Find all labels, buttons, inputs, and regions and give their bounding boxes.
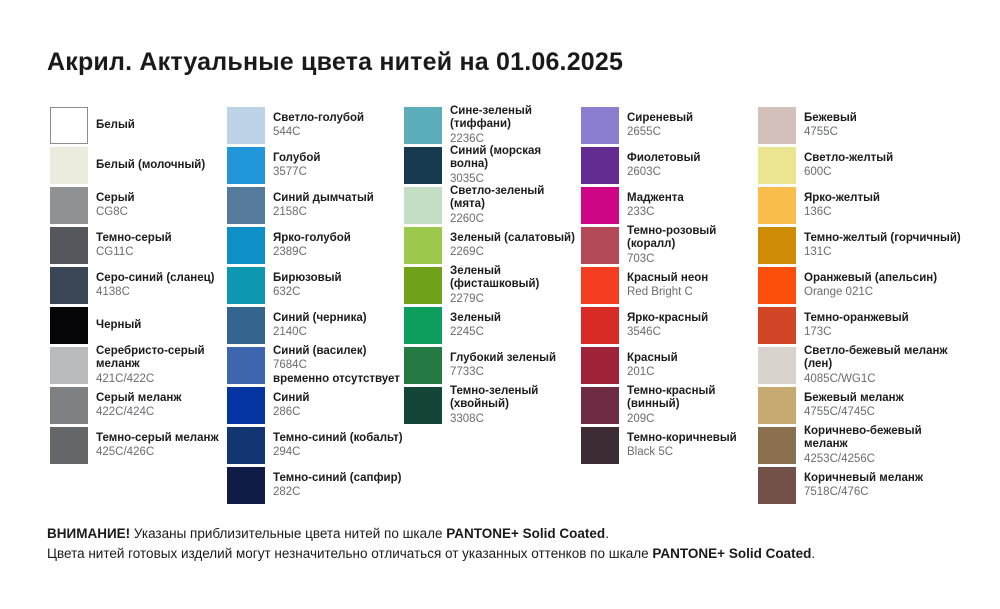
pantone-code: 703C <box>627 252 655 265</box>
color-name: Сине-зеленый (тиффани) <box>450 105 532 131</box>
color-swatch <box>581 427 619 464</box>
pantone-code: 422C/424C <box>96 406 155 418</box>
pantone-code: 2389C <box>273 246 307 258</box>
color-label <box>450 107 581 144</box>
color-row <box>50 107 227 144</box>
pantone-code: 286C <box>273 406 301 418</box>
color-row <box>404 387 581 424</box>
color-name: Голубой <box>273 151 321 164</box>
color-name: Красный <box>627 351 678 364</box>
color-label <box>273 227 351 264</box>
color-label <box>273 267 342 304</box>
color-swatch <box>404 107 442 144</box>
pantone-code: Black 5C <box>627 446 674 458</box>
color-name: Белый <box>96 118 135 131</box>
color-row <box>758 307 968 344</box>
color-row <box>227 107 404 144</box>
color-swatch <box>50 267 88 304</box>
color-swatch <box>758 427 796 464</box>
color-name: Маджента <box>627 191 684 204</box>
color-row <box>227 387 404 424</box>
color-name: Коричневый меланж <box>804 471 924 484</box>
color-label <box>273 107 364 144</box>
pantone-code: CG11C <box>96 246 134 258</box>
color-swatch <box>50 147 88 184</box>
pantone-code: 2236C <box>450 132 484 145</box>
pantone-code: 2655C <box>627 126 661 138</box>
color-swatch <box>50 307 88 344</box>
pantone-code: 2603C <box>627 166 661 178</box>
color-swatch <box>227 427 265 464</box>
color-column-3 <box>404 107 581 507</box>
color-label <box>627 427 737 464</box>
color-label <box>450 387 581 424</box>
color-label <box>96 187 135 224</box>
footer-line-1-text: Указаны приблизительные цвета нитей по шкале <box>130 526 447 541</box>
color-row <box>581 147 758 184</box>
pantone-code: 7684C <box>273 358 307 371</box>
color-name: Ярко-желтый <box>804 191 880 204</box>
color-label <box>627 347 678 384</box>
color-label <box>804 307 909 344</box>
color-label <box>627 267 708 304</box>
color-name: Зеленый (фисташковый) <box>450 265 540 291</box>
color-name: Красный неон <box>627 271 709 284</box>
color-swatch <box>50 387 88 424</box>
color-label <box>273 387 309 424</box>
pantone-code: 2245C <box>450 326 484 338</box>
color-name: Темно-оранжевый <box>804 311 909 324</box>
color-row <box>758 227 968 264</box>
color-swatch <box>758 387 796 424</box>
color-row <box>758 107 968 144</box>
color-row <box>404 107 581 144</box>
color-name: Зеленый (салатовый) <box>450 231 575 244</box>
color-name: Зеленый <box>450 311 501 324</box>
color-swatch <box>227 467 265 504</box>
footer-line-2 <box>47 544 815 564</box>
color-row <box>581 427 758 464</box>
color-row <box>404 267 581 304</box>
color-name: Темно-желтый (горчичный) <box>804 231 961 244</box>
color-row <box>404 227 581 264</box>
color-label <box>627 387 758 424</box>
color-label <box>804 427 968 464</box>
color-swatch <box>50 347 88 384</box>
color-name: Сиреневый <box>627 111 694 124</box>
color-grid <box>50 107 968 507</box>
color-swatch <box>227 347 265 384</box>
color-label <box>804 347 968 384</box>
color-row <box>758 147 968 184</box>
color-name: Светло-желтый <box>804 151 894 164</box>
pantone-code: 425C/426C <box>96 446 155 458</box>
color-row <box>404 187 581 224</box>
color-name: Темно-розовый (коралл) <box>627 225 717 251</box>
color-row <box>227 344 404 386</box>
pantone-code: 3546C <box>627 326 661 338</box>
footer-line-1-period: . <box>605 526 609 541</box>
color-row <box>50 427 227 464</box>
pantone-code: 131C <box>804 246 832 258</box>
pantone-code: 7733C <box>450 366 484 378</box>
color-swatch <box>227 107 265 144</box>
color-name: Коричнево-бежевый меланж <box>804 425 922 451</box>
color-row <box>758 347 968 384</box>
footer-note <box>47 524 815 565</box>
color-swatch <box>581 187 619 224</box>
color-swatch <box>404 227 442 264</box>
color-swatch <box>227 387 265 424</box>
color-swatch <box>758 187 796 224</box>
color-row <box>404 307 581 344</box>
color-swatch <box>50 107 88 144</box>
color-swatch <box>758 267 796 304</box>
color-row <box>227 467 404 504</box>
pantone-code: 4085C/WG1C <box>804 372 876 385</box>
color-swatch <box>581 147 619 184</box>
color-label <box>804 107 857 144</box>
pantone-code: 632C <box>273 286 301 298</box>
color-row <box>404 347 581 384</box>
color-name: Темно-синий (сапфир) <box>273 471 402 484</box>
color-row <box>581 267 758 304</box>
color-label <box>450 347 556 384</box>
color-name: Бирюзовый <box>273 271 342 284</box>
footer-line-2-text: Цвета нитей готовых изделий могут незначительно отличаться от указанных оттенков по шкале <box>47 546 653 562</box>
warning-label: ВНИМАНИЕ! <box>47 526 131 541</box>
color-row <box>227 147 404 184</box>
color-name: Белый (молочный) <box>96 158 206 171</box>
color-name: Серо-синий (сланец) <box>96 271 215 284</box>
pantone-code: 4253C/4256C <box>804 452 875 465</box>
color-label <box>804 187 880 224</box>
color-label <box>96 427 219 464</box>
pantone-code: 233C <box>627 206 655 218</box>
pantone-code: 173C <box>804 326 832 338</box>
pantone-code: 3308C <box>450 412 484 425</box>
color-name: Светло-голубой <box>273 111 365 124</box>
pantone-code: 2260C <box>450 212 484 225</box>
color-swatch <box>50 227 88 264</box>
color-row <box>758 267 968 304</box>
color-label <box>627 227 758 264</box>
pantone-code: 4138C <box>96 286 130 298</box>
color-name: Оранжевый (апельсин) <box>804 271 938 284</box>
color-row <box>758 187 968 224</box>
color-label <box>96 387 182 424</box>
color-row <box>581 307 758 344</box>
pantone-code: 201C <box>627 366 655 378</box>
color-label <box>96 107 135 144</box>
color-row <box>758 427 968 464</box>
color-swatch <box>404 307 442 344</box>
color-label <box>273 467 401 504</box>
pantone-code: 421C/422C <box>96 372 155 385</box>
color-row <box>581 187 758 224</box>
color-name: Темно-зеленый (хвойный) <box>450 385 539 411</box>
color-name: Бежевый <box>804 111 857 124</box>
color-row <box>227 267 404 304</box>
color-swatch <box>581 347 619 384</box>
pantone-code: CG8C <box>96 206 128 218</box>
color-swatch <box>758 347 796 384</box>
color-label <box>450 227 575 264</box>
color-label <box>804 267 937 304</box>
color-name: Синий (черника) <box>273 311 367 324</box>
color-row <box>581 347 758 384</box>
pantone-code: 136C <box>804 206 832 218</box>
color-column-4 <box>581 107 758 507</box>
color-label <box>450 147 581 184</box>
color-label <box>96 307 141 344</box>
color-name: Серебристо-серый меланж <box>96 345 205 371</box>
color-row <box>227 307 404 344</box>
color-row <box>581 107 758 144</box>
pantone-code: 2269C <box>450 246 484 258</box>
color-name: Синий (василек) <box>273 344 367 357</box>
color-row <box>581 227 758 264</box>
color-row <box>50 307 227 344</box>
color-label <box>804 467 923 504</box>
color-swatch <box>758 227 796 264</box>
color-swatch <box>227 267 265 304</box>
color-name: Синий дымчатый <box>273 191 374 204</box>
pantone-code: Orange 021C <box>804 286 874 298</box>
color-swatch <box>227 147 265 184</box>
pantone-code: 544C <box>273 126 301 138</box>
color-name: Светло-зеленый (мята) <box>450 185 545 211</box>
color-row <box>50 387 227 424</box>
pantone-code: 282C <box>273 486 301 498</box>
color-label <box>273 147 320 184</box>
color-row <box>758 387 968 424</box>
color-column-1 <box>50 107 227 507</box>
color-label <box>273 307 367 344</box>
color-name: Фиолетовый <box>627 151 701 164</box>
color-swatch <box>581 387 619 424</box>
color-swatch <box>581 107 619 144</box>
color-row <box>227 187 404 224</box>
color-swatch <box>404 387 442 424</box>
color-swatch <box>758 307 796 344</box>
color-name: Черный <box>96 318 142 331</box>
pantone-code: 4755C <box>804 126 838 138</box>
color-name: Темно-красный (винный) <box>627 385 716 411</box>
color-row <box>50 347 227 384</box>
color-name: Синий <box>273 391 310 404</box>
pantone-code: 3035C <box>450 172 484 185</box>
color-label <box>450 307 501 344</box>
color-swatch <box>404 187 442 224</box>
color-row <box>758 467 968 504</box>
color-label <box>273 187 374 224</box>
color-label <box>627 187 684 224</box>
color-label <box>96 227 172 264</box>
color-label <box>627 147 701 184</box>
color-swatch <box>227 307 265 344</box>
color-name: Ярко-голубой <box>273 231 351 244</box>
color-name: Бежевый меланж <box>804 391 904 404</box>
color-label <box>450 187 581 224</box>
pantone-code: 7518C/476C <box>804 486 869 498</box>
color-swatch <box>581 267 619 304</box>
pantone-code: Red Bright C <box>627 286 693 298</box>
color-row <box>50 147 227 184</box>
pantone-code: 209C <box>627 412 655 425</box>
pantone-code: 600C <box>804 166 832 178</box>
pantone-code: 2279C <box>450 292 484 305</box>
color-label <box>627 307 708 344</box>
color-column-2 <box>227 107 404 507</box>
color-name: Темно-серый меланж <box>96 431 219 444</box>
color-swatch <box>404 147 442 184</box>
color-swatch <box>404 267 442 304</box>
color-name: Темно-серый <box>96 231 172 244</box>
color-swatch <box>581 227 619 264</box>
color-row <box>227 427 404 464</box>
pantone-scale-name: PANTONE+ Solid Coated <box>446 526 606 541</box>
color-label <box>96 267 215 304</box>
color-swatch <box>758 467 796 504</box>
page-title: Акрил. Актуальные цвета нитей на 01.06.2025 <box>47 48 624 76</box>
color-name: Темно-коричневый <box>627 431 737 444</box>
footer-line-2-period: . <box>811 546 816 562</box>
color-swatch <box>50 427 88 464</box>
color-label <box>804 227 961 264</box>
color-row <box>50 267 227 304</box>
color-row <box>50 227 227 264</box>
pantone-code: 2158C <box>273 206 307 218</box>
color-swatch <box>758 107 796 144</box>
color-label <box>627 107 693 144</box>
color-row <box>50 187 227 224</box>
color-swatch <box>404 347 442 384</box>
color-name: Светло-бежевый меланж (лен) <box>804 345 948 371</box>
color-label <box>96 347 227 384</box>
pantone-code: 294C <box>273 446 301 458</box>
pantone-code: 2140C <box>273 326 307 338</box>
color-column-5 <box>758 107 968 507</box>
color-swatch <box>227 227 265 264</box>
color-name: Ярко-красный <box>627 311 709 324</box>
color-row <box>404 147 581 184</box>
color-label <box>804 147 893 184</box>
color-swatch <box>50 187 88 224</box>
color-name: Синий (морская волна) <box>450 145 542 171</box>
footer-line-1 <box>47 524 815 544</box>
pantone-code: 4755C/4745C <box>804 406 875 418</box>
availability-note: временно отсутствует <box>273 373 400 386</box>
color-label <box>273 344 400 386</box>
color-label <box>450 267 581 304</box>
pantone-scale-name-2: PANTONE+ Solid Coated <box>652 546 812 562</box>
pantone-code: 3577C <box>273 166 307 178</box>
color-swatch <box>227 187 265 224</box>
color-swatch <box>758 147 796 184</box>
color-label <box>273 427 403 464</box>
color-name: Темно-синий (кобальт) <box>273 431 403 444</box>
color-name: Глубокий зеленый <box>450 351 557 364</box>
color-label <box>96 147 205 184</box>
color-name: Серый <box>96 191 135 204</box>
color-label <box>804 387 904 424</box>
color-name: Серый меланж <box>96 391 182 404</box>
color-row <box>227 227 404 264</box>
color-row <box>581 387 758 424</box>
color-swatch <box>581 307 619 344</box>
